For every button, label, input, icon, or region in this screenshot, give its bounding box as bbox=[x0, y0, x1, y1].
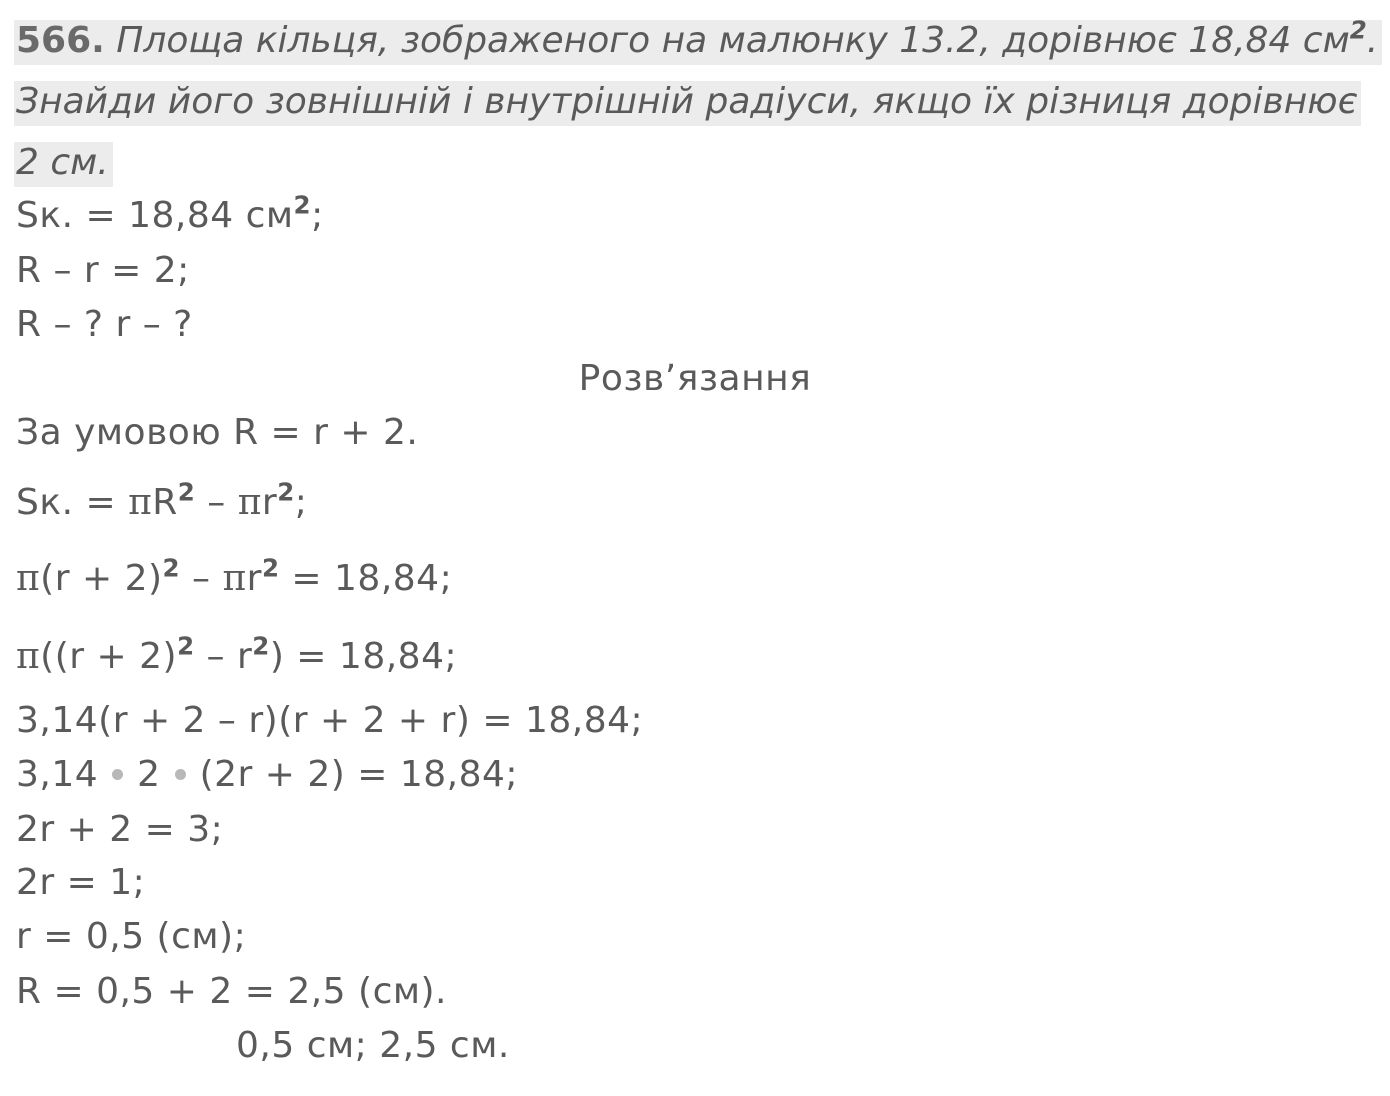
problem-text-sup: 2 bbox=[1349, 15, 1367, 45]
problem-highlight bbox=[14, 15, 1382, 187]
step-2-part: R bbox=[152, 482, 178, 523]
multiply-dot-icon bbox=[175, 769, 186, 780]
step-3-pi: π bbox=[222, 558, 247, 599]
step-3-part: (r + 2) bbox=[40, 558, 163, 599]
given-area bbox=[16, 190, 324, 238]
given-area-end: ; bbox=[311, 195, 324, 236]
step-4-sup: 2 bbox=[252, 631, 270, 661]
step-3-part: = 18,84; bbox=[279, 558, 453, 599]
step-2-part: r bbox=[261, 482, 278, 523]
given-unknowns: R – ? r – ? bbox=[16, 304, 193, 345]
step-3-part: r bbox=[246, 558, 262, 599]
given-difference: R – r = 2; bbox=[16, 250, 190, 291]
given-area-sup: 2 bbox=[293, 190, 312, 220]
step-4-part: ) = 18,84; bbox=[269, 636, 458, 677]
solution-step-2 bbox=[16, 477, 308, 525]
solution-heading: Розв’язання bbox=[578, 358, 812, 399]
step-3-part: – bbox=[180, 558, 223, 599]
step-2-part: – bbox=[195, 482, 238, 523]
step-3-pi: π bbox=[16, 558, 41, 599]
step-2-pi: π bbox=[237, 482, 262, 523]
step-4-pi: π bbox=[16, 636, 41, 677]
multiply-dot-icon bbox=[112, 769, 123, 780]
problem-statement bbox=[14, 10, 1384, 193]
step-4-part: ((r + 2) bbox=[40, 636, 178, 677]
problem-text-part2: . Знайди його зовнішній і внутрішній радіуси, якщо їх різниця дорівнює 2 см. bbox=[16, 20, 1379, 183]
solution-step-3 bbox=[16, 553, 453, 601]
step-6-part: 3,14 bbox=[16, 754, 99, 795]
step-2-part: Sк. = bbox=[16, 482, 129, 523]
solution-step-8: 2r = 1; bbox=[16, 862, 146, 903]
step-6-part: 2 bbox=[137, 754, 161, 795]
solution-step-6 bbox=[16, 753, 518, 797]
step-2-sup: 2 bbox=[277, 477, 295, 507]
step-3-sup: 2 bbox=[261, 553, 280, 583]
step-2-sup: 2 bbox=[177, 477, 196, 507]
solution-step-1: За умовою R = r + 2. bbox=[16, 412, 419, 453]
problem-number: 566. bbox=[16, 20, 105, 61]
solution-step-9: r = 0,5 (см); bbox=[16, 916, 247, 957]
step-6-part: (2r + 2) = 18,84; bbox=[199, 754, 519, 795]
solution-step-10: R = 0,5 + 2 = 2,5 (см). bbox=[16, 971, 448, 1012]
solution-step-5: 3,14(r + 2 – r)(r + 2 + r) = 18,84; bbox=[16, 700, 644, 741]
step-4-sup: 2 bbox=[177, 631, 195, 661]
step-2-pi: π bbox=[128, 482, 153, 523]
solution-step-4 bbox=[16, 631, 458, 679]
step-3-sup: 2 bbox=[162, 553, 181, 583]
problem-text-part1: Площа кільця, зображеного на малюнку 13.2, дорівнює 18,84 см bbox=[116, 20, 1350, 61]
step-4-part: – r bbox=[194, 636, 253, 677]
step-2-part: ; bbox=[294, 482, 308, 523]
answer: 0,5 см; 2,5 см. bbox=[236, 1025, 510, 1066]
solution-step-7: 2r + 2 = 3; bbox=[16, 809, 224, 850]
given-area-text: Sк. = 18,84 см bbox=[16, 195, 294, 236]
